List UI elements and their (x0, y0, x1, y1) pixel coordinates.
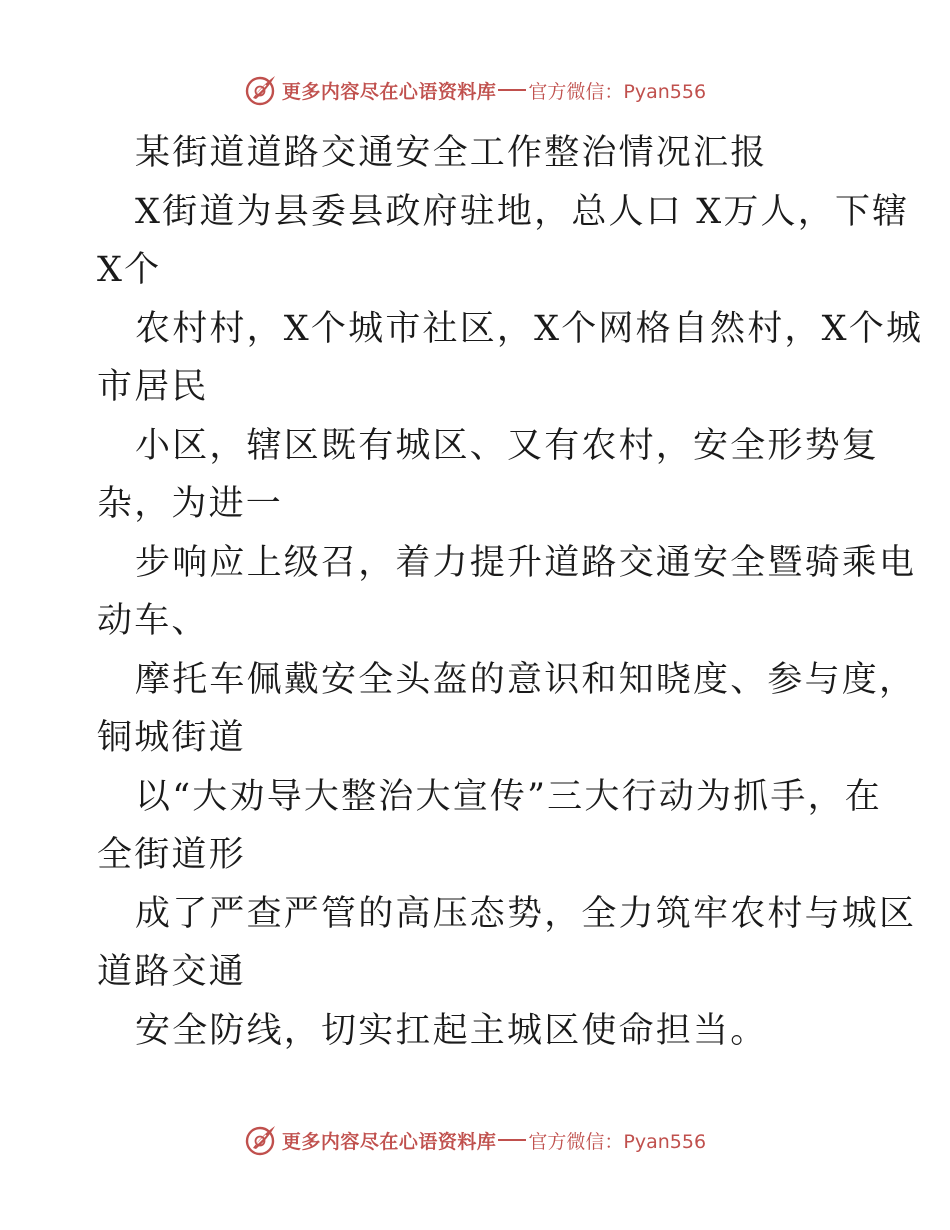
wechat-text: 官方微信：Pyan556 (528, 1130, 707, 1153)
header-banner (0, 70, 950, 110)
document-body (97, 124, 924, 1060)
doc-line-8: 步响应上级召，着力提升道路交通安全暨骑乘电 (135, 542, 917, 583)
footer-banner (0, 1120, 950, 1160)
doc-line-5: 市居民 (97, 367, 209, 407)
doc-line-7: 杂，为进一 (97, 484, 284, 524)
quill-pen-icon (244, 1123, 278, 1157)
doc-line-9: 动车、 (97, 601, 209, 641)
promo-text: 更多内容尽在心语资料库 (281, 1130, 497, 1153)
quill-pen-icon (244, 73, 278, 107)
doc-line-12: 以“大劝导大整治大宣传”三大行动为抓手，在 (135, 776, 882, 817)
doc-line-15: 道路交通 (97, 952, 246, 992)
doc-line-1: 某街道道路交通安全工作整治情况汇报 (135, 133, 768, 173)
doc-line-6: 小区，辖区既有城区、又有农村，安全形势复 (135, 425, 880, 466)
doc-line-13: 全街道形 (97, 835, 246, 875)
doc-line-10: 摩托车佩戴安全头盔的意识和知晓度、参与度， (135, 659, 917, 700)
separator-dash (498, 1139, 526, 1141)
promo-text: 更多内容尽在心语资料库 (281, 80, 497, 103)
separator-dash (498, 89, 526, 91)
doc-line-3: X个 (97, 250, 162, 290)
doc-line-11: 铜城街道 (97, 718, 246, 758)
doc-line-2: X街道为县委县政府驻地，总人口 X万人，下辖 (135, 191, 910, 232)
wechat-text: 官方微信：Pyan556 (528, 80, 707, 103)
doc-line-16: 安全防线，切实扛起主城区使命担当。 (135, 1010, 768, 1051)
doc-line-4: 农村村，X个城市社区，X个网格自然村，X个城 (135, 308, 924, 349)
doc-line-14: 成了严查严管的高压态势，全力筑牢农村与城区 (135, 893, 917, 934)
